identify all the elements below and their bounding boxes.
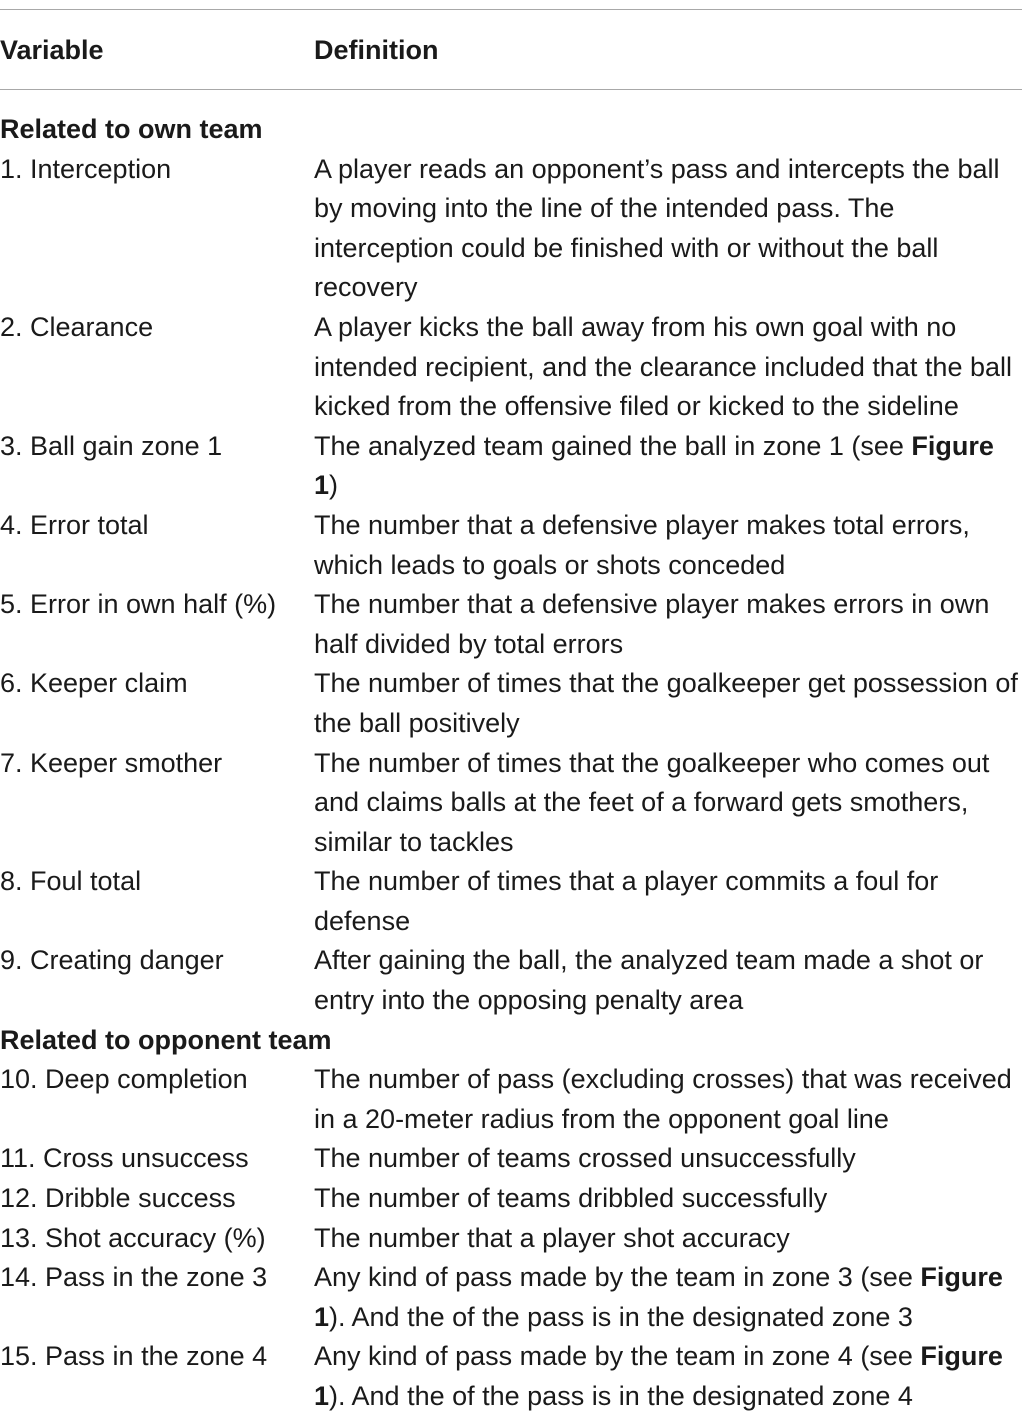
table-row bbox=[0, 1060, 1022, 1139]
variable-cell: 12. Dribble success bbox=[0, 1183, 236, 1214]
definition-text: ). And the of the pass is in the designated zone 3 bbox=[329, 1301, 913, 1332]
definition-cell: A player kicks the ball away from his own goal with no intended recipient, and the clearance included that the ball kicked from the offensive filed or kicked to the sideline bbox=[314, 311, 1012, 422]
definition-cell: The number of times that the goalkeeper get possession of the ball positively bbox=[314, 668, 1018, 738]
variable-cell: 8. Foul total bbox=[0, 866, 142, 897]
header-variable: Variable bbox=[0, 35, 104, 65]
definition-cell: The number of teams dribbled successfully bbox=[314, 1183, 828, 1214]
section-heading-own-team: Related to own team bbox=[0, 114, 263, 144]
table-row bbox=[0, 150, 1022, 308]
table-row bbox=[0, 308, 1022, 427]
variable-cell: 7. Keeper smother bbox=[0, 747, 223, 778]
figure-reference-link[interactable]: Figure 1 bbox=[314, 1341, 1003, 1411]
table-row bbox=[0, 664, 1022, 743]
header-rule bbox=[0, 89, 1022, 90]
definition-text: The analyzed team gained the ball in zone 1 (see bbox=[314, 430, 912, 461]
definition-cell: A player reads an opponent’s pass and intercepts the ball by moving into the line of the intended pass. The interception could be finished with or without the ball recovery bbox=[314, 153, 1000, 303]
table-row bbox=[0, 1337, 1022, 1416]
table-row bbox=[0, 1258, 1022, 1337]
variable-cell: 4. Error total bbox=[0, 509, 149, 540]
table-row bbox=[0, 506, 1022, 585]
definition-cell bbox=[314, 427, 1022, 506]
table-row bbox=[0, 941, 1022, 1020]
variable-cell: 5. Error in own half (%) bbox=[0, 589, 277, 620]
table-row bbox=[0, 862, 1022, 941]
definition-cell: The number that a defensive player makes total errors, which leads to goals or shots conceded bbox=[314, 509, 970, 580]
table-body bbox=[0, 110, 1022, 1417]
top-rule bbox=[0, 9, 1022, 10]
variable-cell: 10. Deep completion bbox=[0, 1064, 248, 1095]
definition-cell: The number that a player shot accuracy bbox=[314, 1222, 790, 1253]
variable-cell: 3. Ball gain zone 1 bbox=[0, 430, 223, 461]
definition-cell bbox=[314, 1258, 1022, 1337]
definition-text: ) bbox=[329, 470, 339, 501]
figure-reference-link[interactable]: Figure 1 bbox=[314, 1262, 1003, 1332]
section-heading-opponent-team: Related to opponent team bbox=[0, 1024, 332, 1055]
variable-cell: 1. Interception bbox=[0, 153, 172, 184]
variable-cell: 9. Creating danger bbox=[0, 945, 224, 976]
variable-cell: 14. Pass in the zone 3 bbox=[0, 1262, 268, 1293]
table-row bbox=[0, 744, 1022, 863]
table-row bbox=[0, 1179, 1022, 1219]
definition-cell: The number of teams crossed unsuccessfully bbox=[314, 1143, 856, 1174]
variable-cell: 11. Cross unsuccess bbox=[0, 1143, 249, 1174]
definition-cell: The number of times that a player commits a foul for defense bbox=[314, 866, 939, 936]
variable-cell: 6. Keeper claim bbox=[0, 668, 188, 699]
table-row bbox=[0, 427, 1022, 506]
variable-cell: 13. Shot accuracy (%) bbox=[0, 1222, 266, 1253]
definition-text: ). And the of the pass is in the designated zone 4 bbox=[329, 1381, 913, 1411]
definition-text: Any kind of pass made by the team in zone 4 (see bbox=[314, 1341, 921, 1372]
variable-cell: 15. Pass in the zone 4 bbox=[0, 1341, 268, 1372]
figure-reference-link[interactable]: Figure 1 bbox=[314, 430, 994, 501]
definition-cell bbox=[314, 1337, 1022, 1416]
table-row bbox=[0, 1219, 1022, 1259]
variable-cell: 2. Clearance bbox=[0, 311, 154, 342]
table-row bbox=[0, 1139, 1022, 1179]
definition-cell: The number of pass (excluding crosses) that was received in a 20-meter radius from the opponent goal line bbox=[314, 1064, 1012, 1134]
definition-cell: After gaining the ball, the analyzed team made a shot or entry into the opposing penalty area bbox=[314, 945, 984, 1016]
definition-cell: The number that a defensive player makes errors in own half divided by total errors bbox=[314, 589, 990, 659]
table-row bbox=[0, 585, 1022, 664]
definition-cell: The number of times that the goalkeeper who comes out and claims balls at the feet of a forward gets smothers, similar to tackles bbox=[314, 747, 990, 857]
definition-text: Any kind of pass made by the team in zone 3 (see bbox=[314, 1262, 921, 1293]
header-definition: Definition bbox=[314, 35, 439, 65]
